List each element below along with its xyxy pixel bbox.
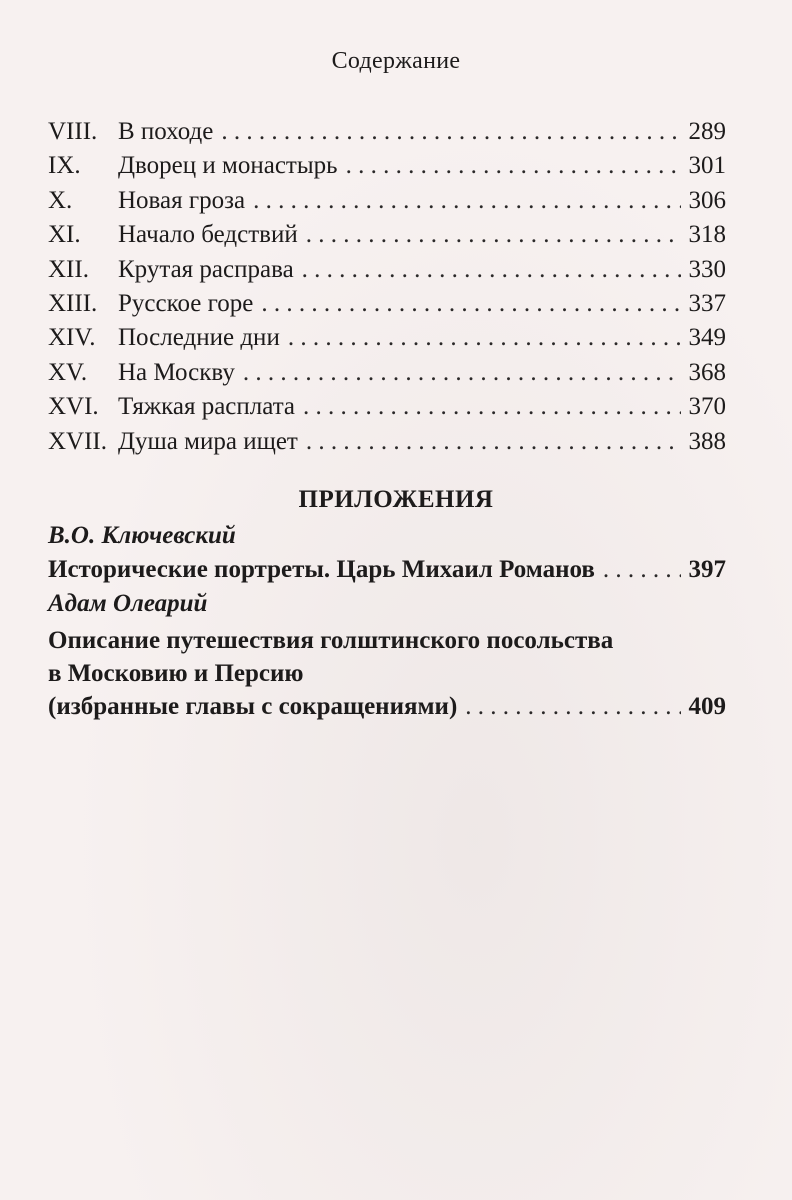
chapter-number: XII. (48, 255, 89, 283)
chapter-number: XVI. (48, 393, 99, 421)
chapter-number: XIV. (48, 324, 96, 352)
chapter-title: В походе (118, 118, 214, 145)
page-number: 388 (688, 427, 726, 455)
toc-entry (48, 290, 726, 324)
toc-entry (48, 187, 726, 221)
page-number: 306 (688, 186, 726, 214)
toc-entry (48, 152, 726, 186)
chapter-title: Русское горе (118, 289, 254, 317)
page-number: 318 (688, 221, 726, 249)
page-header: Содержание (331, 48, 461, 74)
toc-entry (48, 359, 726, 393)
page-number: 397 (688, 556, 726, 583)
chapter-number: XIII. (48, 289, 98, 317)
page-number: 349 (688, 324, 726, 352)
chapter-title: Тяжкая расплата (118, 393, 296, 421)
appendix-work-line (48, 690, 726, 723)
dot-leader (288, 324, 681, 352)
appendix-work (48, 556, 726, 584)
chapter-title: Последние дни (118, 324, 280, 352)
dot-leader (306, 428, 681, 456)
dot-leader (253, 187, 680, 215)
page-number: 289 (688, 118, 726, 145)
appendix-heading: ПРИЛОЖЕНИЯ (298, 486, 494, 513)
toc-entry (48, 118, 726, 152)
toc-entry (48, 221, 726, 255)
table-of-contents (48, 118, 726, 462)
chapter-title: Новая гроза (118, 186, 246, 214)
appendix-author: Адам Олеарий (48, 590, 208, 617)
dot-leader (465, 690, 680, 723)
page-number: 409 (688, 693, 726, 720)
page-number: 301 (688, 152, 726, 180)
chapter-title: На Москву (118, 358, 235, 386)
chapter-title: Дворец и монастырь (118, 152, 338, 180)
toc-entry (48, 324, 726, 358)
appendix-work-line (48, 556, 726, 584)
chapter-number: XV. (48, 358, 88, 386)
appendix-work-title: Исторические портреты. Царь Михаил Романов (48, 556, 595, 583)
dot-leader (603, 556, 681, 584)
dot-leader (221, 118, 680, 146)
page-number: 330 (688, 255, 726, 283)
appendix-work (48, 624, 726, 723)
chapter-number: VIII. (48, 118, 98, 145)
dot-leader (302, 256, 681, 284)
dot-leader (306, 221, 681, 249)
appendix-work-title-line: Описание путешествия голштинского посольства (48, 627, 614, 654)
dot-leader (303, 393, 680, 421)
chapter-number: XI. (48, 221, 81, 249)
dot-leader (261, 290, 680, 318)
page-number: 368 (688, 358, 726, 386)
page-number: 337 (688, 289, 726, 317)
toc-entry (48, 428, 726, 462)
appendix-work-title-line: (избранные главы с сокращениями) (48, 693, 458, 720)
appendix-author: В.О. Ключевский (48, 522, 236, 549)
chapter-number: IX. (48, 152, 81, 180)
chapter-number: X. (48, 186, 73, 214)
page-number: 370 (688, 393, 726, 421)
dot-leader (243, 359, 681, 387)
appendix-work-title-line: в Московию и Персию (48, 660, 304, 687)
toc-entry (48, 256, 726, 290)
chapter-title: Душа мира ищет (118, 427, 298, 455)
toc-entry (48, 393, 726, 427)
dot-leader (346, 152, 681, 180)
chapter-title: Начало бедствий (118, 221, 298, 249)
chapter-title: Крутая расправа (118, 255, 294, 283)
chapter-number: XVII. (48, 427, 108, 455)
